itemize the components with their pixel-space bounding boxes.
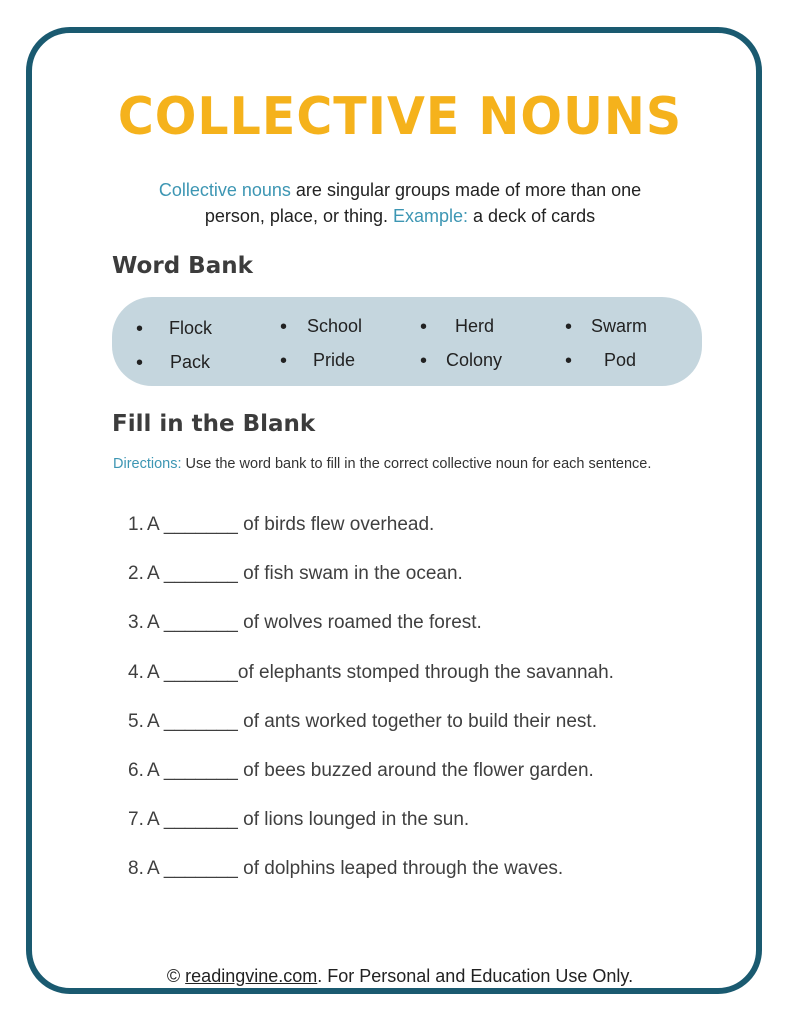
intro-term: Collective nouns	[158, 180, 291, 200]
item-number: 1.	[128, 514, 144, 535]
word-bank-word: School	[307, 316, 363, 336]
example-text: a deck of cards	[468, 206, 596, 226]
word-bank-word: Pride	[313, 350, 356, 370]
intro-line1: are singular groups made of more than one	[290, 180, 642, 200]
bullet-icon: •	[420, 350, 428, 372]
word-bank-heading: Word Bank	[112, 253, 253, 279]
word-bank-word: Herd	[455, 316, 495, 336]
list-item	[120, 609, 740, 658]
footer-link[interactable]: readingvine.com	[185, 966, 318, 986]
fill-blank-heading: Fill in the Blank	[112, 411, 316, 437]
item-number: 8.	[128, 858, 144, 880]
word-bank	[112, 297, 702, 386]
item-number: 2.	[128, 563, 144, 585]
list-item	[120, 511, 740, 560]
bullet-icon: •	[280, 316, 288, 338]
bullet-icon: •	[280, 350, 288, 372]
item-number: 5.	[128, 710, 144, 732]
footer	[0, 966, 800, 987]
directions	[113, 458, 713, 471]
bullet-icon: •	[565, 350, 573, 372]
bullet-icon: •	[136, 352, 144, 374]
item-text: A _______ of fish swam in the ocean.	[147, 563, 463, 585]
item-number: 3.	[128, 612, 144, 634]
word-bank-word: Flock	[169, 318, 213, 338]
word-bank-word: Colony	[446, 350, 503, 370]
list-item	[120, 855, 740, 904]
item-text: A _______ of birds flew overhead.	[147, 514, 435, 535]
directions-label: Directions:	[113, 456, 182, 472]
bullet-icon: •	[565, 316, 573, 338]
item-text: A _______ of lions lounged in the sun.	[147, 809, 470, 831]
list-item	[120, 757, 740, 806]
item-text: A _______of elephants stomped through the savannah.	[147, 661, 614, 683]
item-number: 6.	[128, 759, 144, 781]
item-number: 4.	[128, 661, 144, 683]
question-list	[120, 511, 740, 905]
item-number: 7.	[128, 809, 144, 831]
example-label: Example:	[393, 206, 469, 226]
intro-text	[90, 177, 710, 229]
word-bank-word: Pod	[604, 350, 637, 370]
list-item	[120, 708, 740, 757]
bullet-icon: •	[420, 316, 428, 338]
item-text: A _______ of ants worked together to build their nest.	[147, 710, 597, 732]
item-text: A _______ of wolves roamed the forest.	[147, 612, 482, 634]
list-item	[120, 659, 740, 708]
bullet-icon: •	[136, 318, 144, 340]
footer-text: . For Personal and Education Use Only.	[317, 966, 634, 986]
page-title: COLLECTIVE NOUNS	[117, 86, 683, 147]
item-text: A _______ of dolphins leaped through the waves.	[147, 858, 564, 880]
word-bank-word: Pack	[170, 352, 211, 372]
list-item	[120, 560, 740, 609]
intro-line2: person, place, or thing.	[204, 206, 393, 226]
directions-text: Use the word bank to fill in the correct collective noun for each sentence.	[181, 456, 652, 472]
word-bank-word: Swarm	[591, 316, 648, 336]
copyright-symbol: ©	[166, 966, 186, 986]
list-item	[120, 806, 740, 855]
item-text: A _______ of bees buzzed around the flower garden.	[147, 759, 594, 781]
